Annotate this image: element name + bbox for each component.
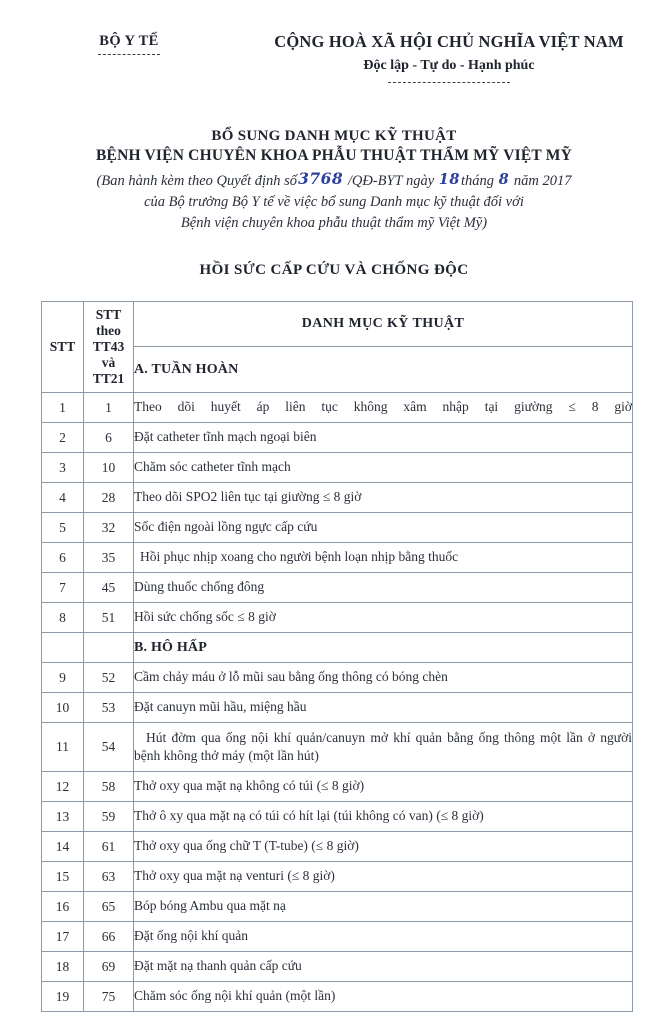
cell-stt: 17 (42, 922, 84, 952)
cell-technique-name: Cầm chảy máu ở lỗ mũi sau bằng ống thông có bóng chèn (134, 663, 633, 693)
table-row (42, 952, 633, 982)
document-title-line1: BỔ SUNG DANH MỤC KỸ THUẬT (211, 127, 457, 144)
letterhead-right (258, 33, 668, 83)
cell-stt: 16 (42, 892, 84, 922)
cell-technique-name: Chăm sóc catheter tĩnh mạch (134, 453, 633, 483)
cell-technique-name: Đặt mặt nạ thanh quản cấp cứu (134, 952, 633, 982)
cell-stt-tt43: 1 (84, 393, 134, 423)
cell-technique-name: Hồi sức chống sốc ≤ 8 giờ (134, 603, 633, 633)
cell-stt: 10 (42, 693, 84, 723)
table-row (42, 862, 633, 892)
cell-technique-name: Đặt canuyn mũi hầu, miệng hầu (134, 693, 633, 723)
cell-stt-tt43: 66 (84, 922, 134, 952)
document-title-line2: BỆNH VIỆN CHUYÊN KHOA PHẪU THUẬT THẨM MỸ VIỆT MỸ (96, 147, 572, 165)
technique-table-wrapper (0, 301, 668, 1012)
table-row (42, 633, 633, 663)
cell-technique-name: Dùng thuốc chống đông (134, 573, 633, 603)
cell-stt: 11 (42, 723, 84, 772)
stt-tt43-line-5: TT21 (92, 370, 125, 386)
group-header-a: A. TUẦN HOÀN (134, 347, 633, 393)
cell-stt-tt43: 75 (84, 982, 134, 1012)
table-row (42, 573, 633, 603)
cell-stt-tt43: 52 (84, 663, 134, 693)
table-header-row-1 (42, 302, 633, 347)
document-title-block (0, 127, 668, 234)
cell-stt-tt43: 35 (84, 543, 134, 573)
col-header-danh-muc: DANH MỤC KỸ THUẬT (134, 302, 633, 347)
stt-tt43-line-2: theo (96, 323, 121, 339)
handwritten-day: 18 (438, 170, 460, 188)
cell-technique-name: Sốc điện ngoài lồng ngực cấp cứu (134, 513, 633, 543)
cell-stt-tt43: 45 (84, 573, 134, 603)
cell-stt-tt43: 61 (84, 832, 134, 862)
subtitle-line-2: của Bộ trưởng Bộ Y tế về việc bổ sung Danh mục kỹ thuật đối với (144, 194, 524, 210)
table-row (42, 922, 633, 952)
table-row (42, 663, 633, 693)
col-header-stt-tt43 (84, 302, 134, 393)
table-row (42, 393, 633, 423)
cell-stt: 19 (42, 982, 84, 1012)
cell-stt: 4 (42, 483, 84, 513)
cell-stt-tt43: 59 (84, 802, 134, 832)
subtitle-line-3: Bệnh viện chuyên khoa phẫu thuật thẩm mỹ Việt Mỹ) (180, 215, 488, 232)
national-motto: Độc lập - Tự do - Hạnh phúc (363, 57, 535, 73)
cell-stt-tt43: 6 (84, 423, 134, 453)
table-row (42, 453, 633, 483)
cell-technique-name: Hút đờm qua ống nội khí quản/canuyn mở khí quản bằng ống thông một lần ở người bệnh không thở máy (một lần hút) (134, 723, 633, 772)
cell-technique-name: Chăm sóc ống nội khí quản (một lần) (134, 982, 633, 1012)
subtitle-line-1 (0, 169, 668, 192)
table-row (42, 723, 633, 772)
cell-stt: 5 (42, 513, 84, 543)
cell-technique-name: Thở ô xy qua mặt nạ có túi có hít lại (túi không có van) (≤ 8 giờ) (134, 802, 633, 832)
cell-stt-tt43: 65 (84, 892, 134, 922)
table-row (42, 543, 633, 573)
cell-stt: 12 (42, 772, 84, 802)
cell-stt (42, 633, 84, 663)
cell-stt-tt43: 32 (84, 513, 134, 543)
subtitle-middle: /QĐ-BYT ngày (347, 172, 435, 189)
table-row (42, 772, 633, 802)
cell-technique-name: Thở oxy qua mặt nạ không có túi (≤ 8 giờ) (134, 772, 633, 802)
handwritten-month: 8 (498, 170, 510, 188)
table-row (42, 982, 633, 1012)
table-row (42, 832, 633, 862)
dashed-rule-short (98, 54, 160, 55)
national-title: CỘNG HOÀ XÃ HỘI CHỦ NGHĨA VIỆT NAM (274, 32, 624, 51)
cell-stt: 14 (42, 832, 84, 862)
letterhead (0, 0, 668, 83)
cell-stt-tt43: 63 (84, 862, 134, 892)
cell-stt-tt43: 10 (84, 453, 134, 483)
cell-stt-tt43: 58 (84, 772, 134, 802)
cell-technique-name: Theo dõi huyết áp liên tục không xâm nhập tại giường ≤ 8 giờ (134, 393, 633, 423)
cell-technique-name: Bóp bóng Ambu qua mặt nạ (134, 892, 633, 922)
table-row (42, 513, 633, 543)
dashed-rule-long (388, 82, 510, 83)
table-row (42, 603, 633, 633)
cell-technique-name: Đặt ống nội khí quản (134, 922, 633, 952)
table-row (42, 802, 633, 832)
cell-stt: 8 (42, 603, 84, 633)
cell-stt-tt43: 54 (84, 723, 134, 772)
cell-stt: 13 (42, 802, 84, 832)
cell-stt: 1 (42, 393, 84, 423)
cell-stt: 2 (42, 423, 84, 453)
cell-technique-name: Đặt catheter tĩnh mạch ngoại biên (134, 423, 633, 453)
table-row (42, 693, 633, 723)
cell-stt: 7 (42, 573, 84, 603)
document-subtitle (0, 169, 668, 234)
subtitle-prefix: (Ban hành kèm theo Quyết định số (96, 172, 298, 189)
technique-table (41, 301, 633, 1012)
cell-stt: 6 (42, 543, 84, 573)
table-row (42, 423, 633, 453)
stt-tt43-line-3: TT43 (92, 339, 125, 355)
group-header-b: B. HÔ HẤP (134, 633, 633, 663)
cell-technique-name: Thở oxy qua ống chữ T (T-tube) (≤ 8 giờ) (134, 832, 633, 862)
cell-stt-tt43: 53 (84, 693, 134, 723)
cell-technique-name: Thở oxy qua mặt nạ venturi (≤ 8 giờ) (134, 862, 633, 892)
table-body (42, 393, 633, 1012)
cell-stt: 18 (42, 952, 84, 982)
subtitle-month-label: tháng (460, 172, 495, 189)
cell-stt-tt43: 28 (84, 483, 134, 513)
cell-technique-name: Theo dõi SPO2 liên tục tại giường ≤ 8 giờ (134, 483, 633, 513)
cell-stt: 3 (42, 453, 84, 483)
cell-technique-name: Hồi phục nhịp xoang cho người bệnh loạn nhịp bằng thuốc (134, 543, 633, 573)
letterhead-left (0, 33, 258, 55)
ministry-name: BỘ Y TẾ (99, 33, 159, 49)
cell-stt-tt43 (84, 633, 134, 663)
section-heading: HỒI SỨC CẤP CỨU VÀ CHỐNG ĐỘC (199, 262, 469, 279)
table-head (42, 302, 633, 393)
col-header-stt: STT (42, 302, 84, 393)
table-row (42, 892, 633, 922)
cell-stt: 9 (42, 663, 84, 693)
cell-stt-tt43: 51 (84, 603, 134, 633)
stt-tt43-line-4: và (101, 354, 116, 370)
subtitle-year: năm 2017 (513, 172, 572, 189)
cell-stt-tt43: 69 (84, 952, 134, 982)
table-row (42, 483, 633, 513)
handwritten-decision-number: 3768 (298, 168, 344, 188)
cell-stt: 15 (42, 862, 84, 892)
stt-tt43-line-1: STT (95, 307, 122, 323)
